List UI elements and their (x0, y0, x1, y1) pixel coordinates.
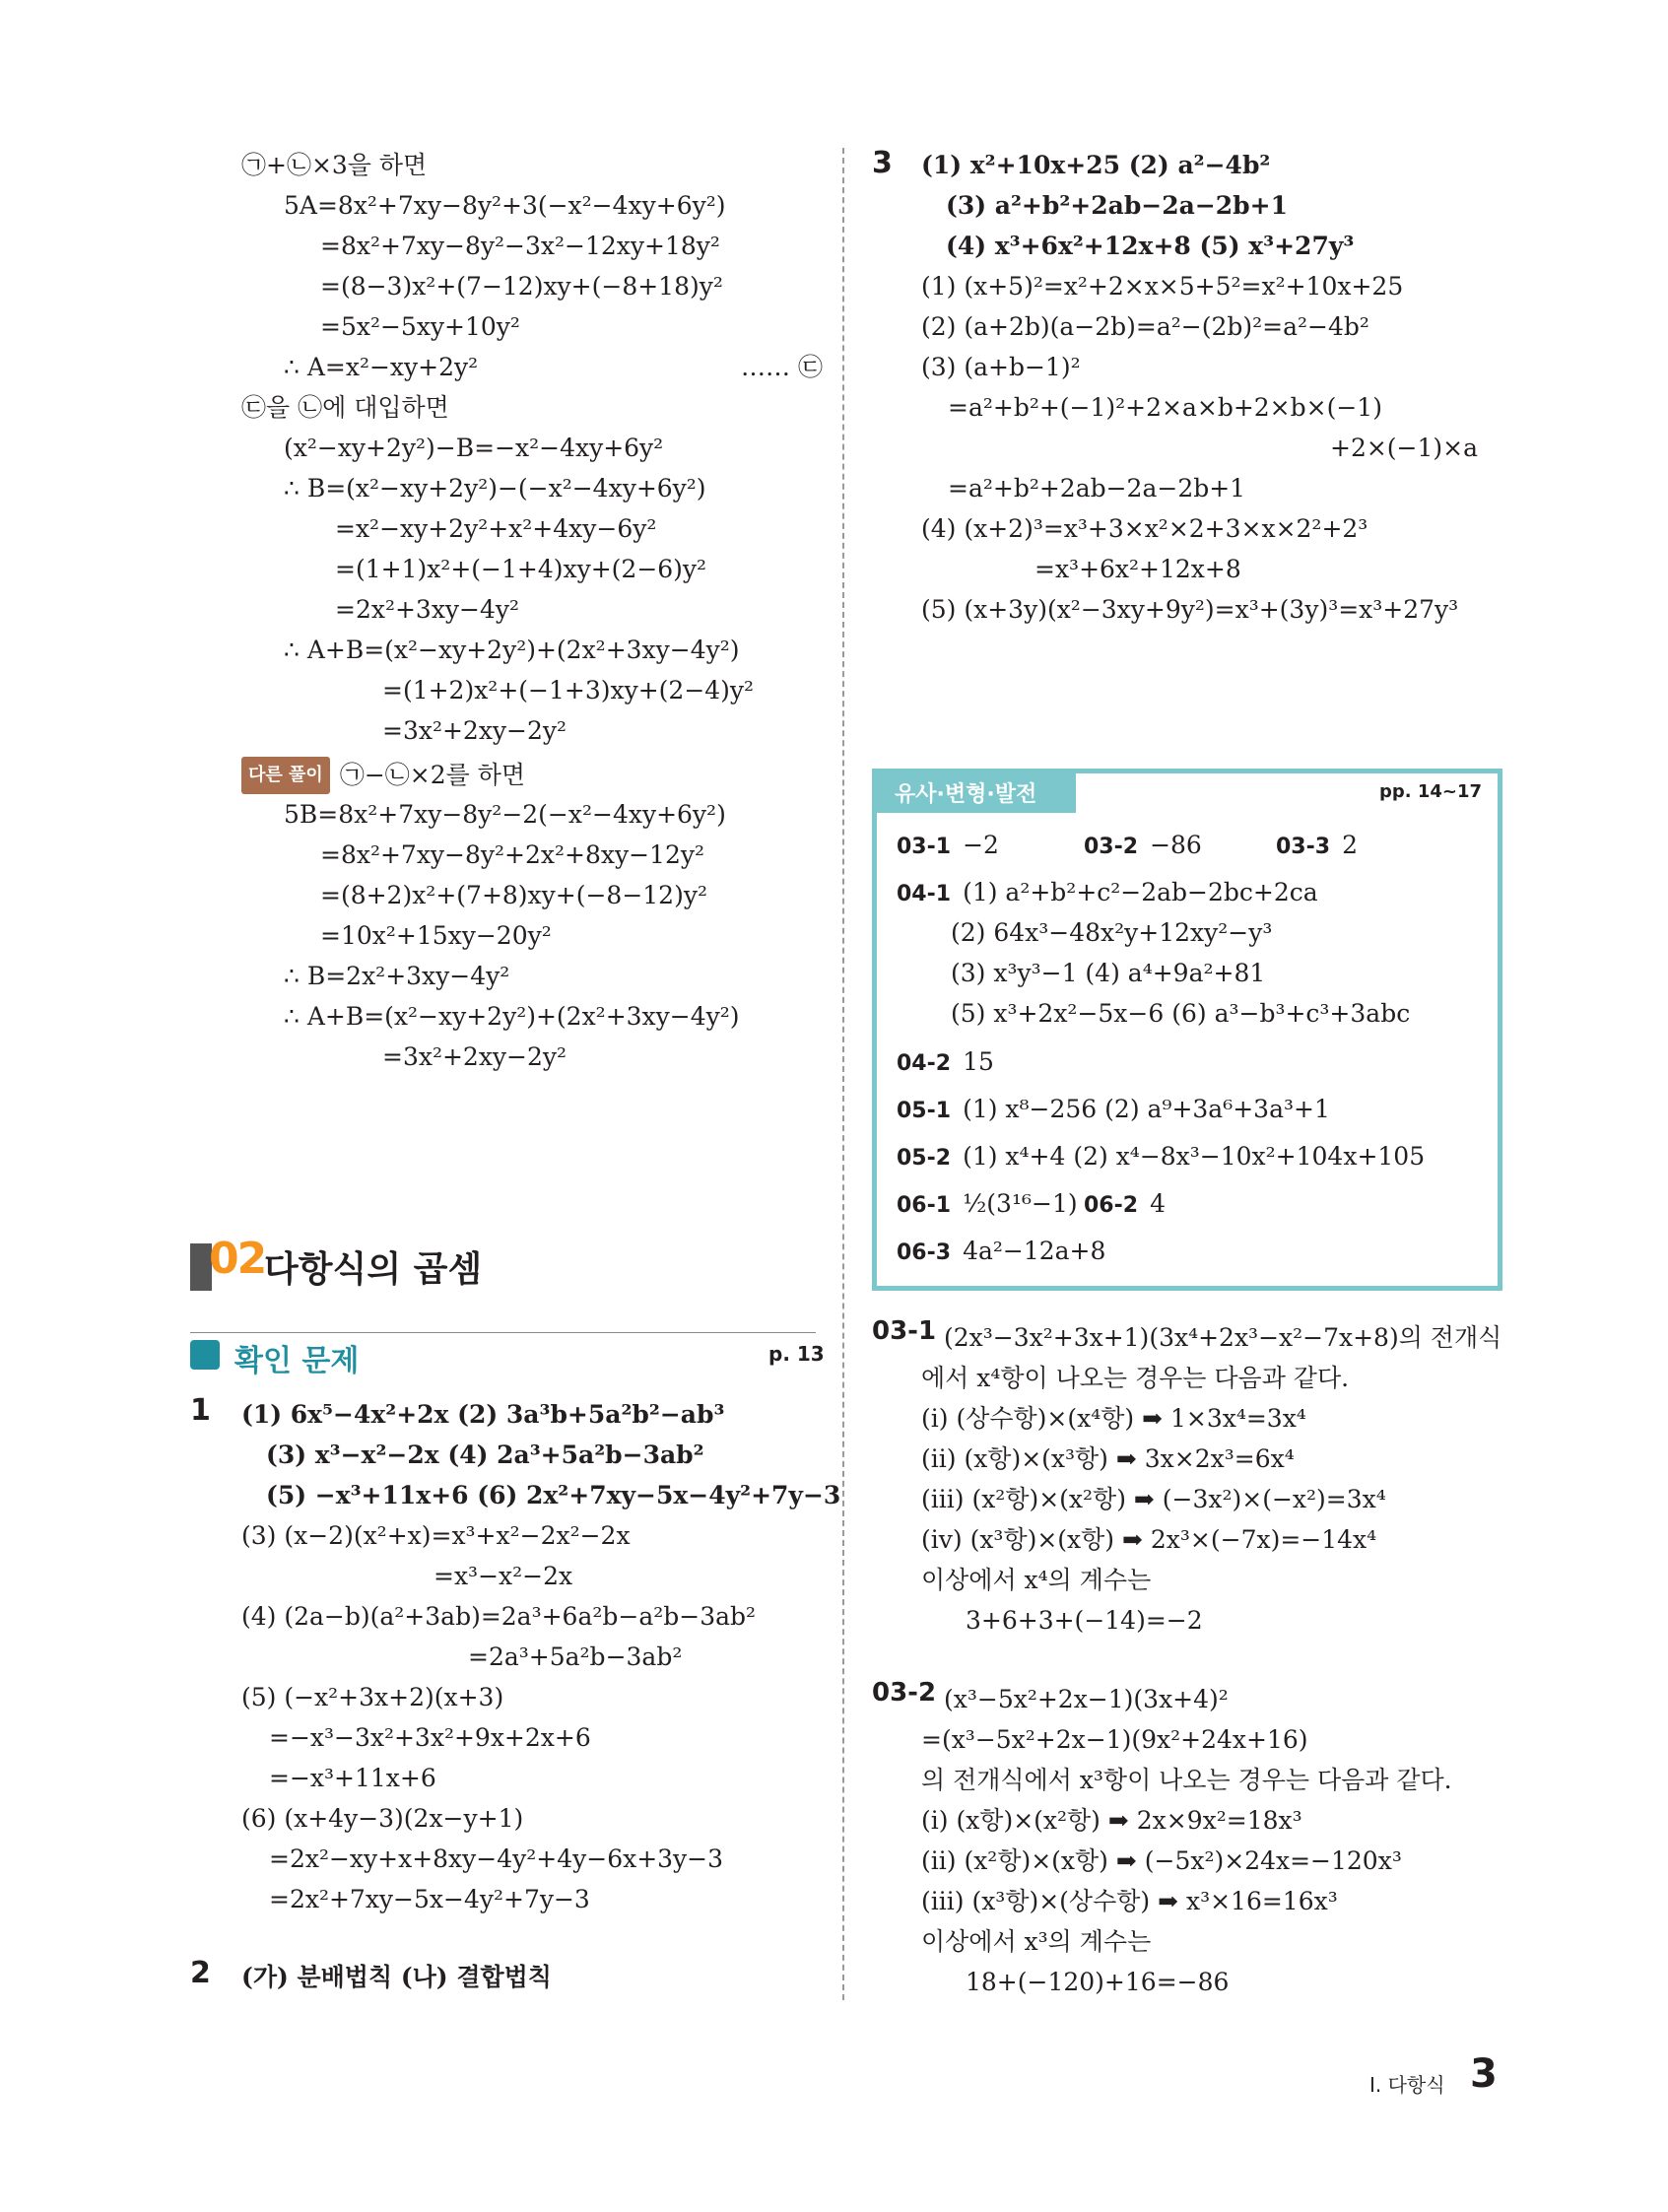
answer-line: (5) −x³+11x+6 (6) 2x²+7xy−5x−4y²+7y−3 (266, 1481, 841, 1509)
step-line: (ⅱ) (x항)×(x³항) ➡ 3x×2x³=6x⁴ (921, 1444, 1295, 1473)
other-solution-heading: 다른 풀이 ㉠−㉡×2를 하면 (241, 757, 525, 794)
step-line: 3+6+3+(−14)=−2 (966, 1606, 1203, 1635)
answer-line: (3) x³−x²−2x (4) 2a³+5a²b−3ab² (266, 1441, 704, 1469)
step-line: ∴ A=x²−xy+2y² (284, 353, 479, 381)
check-heading: 확인 문제 (234, 1344, 360, 1378)
step-line: 이상에서 x⁴의 계수는 (921, 1566, 1152, 1594)
step-line: =2x²+3xy−4y² (335, 595, 520, 624)
step-line: (2x³−3x²+3x+1)(3x⁴+2x³−x²−7x+8)의 전개식 (944, 1323, 1502, 1352)
box-row: 05-1 (1) x⁸−256 (2) a⁹+3a⁶+3a³+1 (897, 1095, 1330, 1123)
box-row: 03-2 −86 (1084, 831, 1202, 859)
step-line: =−x³+11x+6 (269, 1764, 436, 1792)
step-line: =x³−x²−2x (434, 1562, 573, 1590)
problem-number: 2 (190, 1956, 211, 1990)
step-line: =(1+2)x²+(−1+3)xy+(2−4)y² (382, 676, 755, 704)
step-line: (4) (2a−b)(a²+3ab)=2a³+6a²b−a²b−3ab² (241, 1602, 757, 1631)
step-line: (5) (x+3y)(x²−3xy+9y²)=x³+(3y)³=x³+27y³ (921, 595, 1459, 624)
step-line: =10x²+15xy−20y² (320, 921, 552, 950)
box-row: (5) x³+2x²−5x−6 (6) a³−b³+c³+3abc (951, 999, 1411, 1028)
step-line: (ⅳ) (x³항)×(x항) ➡ 2x³×(−7x)=−14x⁴ (921, 1525, 1377, 1554)
problem-id: 03-1 (872, 1316, 937, 1346)
step-line: (5) (−x²+3x+2)(x+3) (241, 1683, 504, 1711)
box-row: 03-1 −2 (897, 831, 999, 859)
answer-line: (1) x²+10x+25 (2) a²−4b² (921, 151, 1271, 179)
step-line: ㉠+㉡×3을 하면 (241, 151, 428, 179)
step-line: =(1+1)x²+(−1+4)xy+(2−6)y² (335, 555, 707, 583)
step-line: =8x²+7xy−8y²+2x²+8xy−12y² (320, 840, 705, 869)
problem-number: 3 (872, 146, 893, 180)
step-line: 이상에서 x³의 계수는 (921, 1927, 1152, 1956)
equation-label: …… ㉢ (741, 353, 823, 381)
step-line: (1) (x+5)²=x²+2×x×5+5²=x²+10x+25 (921, 272, 1404, 301)
step-line: (2) (a+2b)(a−2b)=a²−(2b)²=a²−4b² (921, 312, 1369, 341)
box-row: 06-1 ½(3¹⁶−1) (897, 1189, 1078, 1218)
step-line: =a²+b²+(−1)²+2×a×b+2×b×(−1) (948, 393, 1382, 422)
problem-id: 03-2 (872, 1678, 937, 1708)
step-line: (x³−5x²+2x−1)(3x+4)² (944, 1685, 1229, 1713)
step-line: =2a³+5a²b−3ab² (468, 1642, 683, 1671)
page-number: 3 (1470, 2051, 1498, 2097)
step-line: =a²+b²+2ab−2a−2b+1 (948, 474, 1246, 503)
step-line: 에서 x⁴항이 나오는 경우는 다음과 같다. (921, 1364, 1350, 1392)
box-row: 06-3 4a²−12a+8 (897, 1237, 1106, 1265)
column-divider (842, 148, 844, 2000)
step-line: +2×(−1)×a (1330, 434, 1479, 462)
answer-line: (3) a²+b²+2ab−2a−2b+1 (946, 191, 1289, 220)
divider (190, 1332, 816, 1333)
box-row: 06-2 4 (1084, 1189, 1166, 1218)
step-line: =3x²+2xy−2y² (382, 716, 567, 745)
box-row: 03-3 2 (1276, 831, 1358, 859)
answer-box-title: 유사·변형·발전 (895, 782, 1037, 807)
step-line: (3) (a+b−1)² (921, 353, 1081, 381)
step-line: (ⅰ) (x항)×(x²항) ➡ 2x×9x²=18x³ (921, 1806, 1302, 1835)
box-row: 04-2 15 (897, 1047, 994, 1076)
step-line: =−x³−3x²+3x²+9x+2x+6 (269, 1723, 591, 1752)
step-line: (3) (x−2)(x²+x)=x³+x²−2x²−2x (241, 1521, 631, 1550)
step-line: (ⅰ) (상수항)×(x⁴항) ➡ 1×3x⁴=3x⁴ (921, 1404, 1306, 1433)
step-line: 의 전개식에서 x³항이 나오는 경우는 다음과 같다. (921, 1766, 1452, 1794)
step-line: =(8−3)x²+(7−12)xy+(−8+18)y² (320, 272, 723, 301)
step-line: ∴ A+B=(x²−xy+2y²)+(2x²+3xy−4y²) (284, 1002, 740, 1031)
step-line: =8x²+7xy−8y²−3x²−12xy+18y² (320, 232, 720, 260)
box-row: 04-1 (1) a²+b²+c²−2ab−2bc+2ca (897, 878, 1318, 906)
step-line: 5B=8x²+7xy−8y²−2(−x²−4xy+6y²) (284, 800, 726, 829)
answer-line: (1) 6x⁵−4x²+2x (2) 3a³b+5a²b²−ab³ (241, 1400, 725, 1429)
answer-line: (가) 분배법칙 (나) 결합법칙 (241, 1963, 552, 1991)
section-number: 02 (209, 1234, 266, 1284)
step-line: ∴ A+B=(x²−xy+2y²)+(2x²+3xy−4y²) (284, 636, 740, 664)
answer-box-pages: pp. 14~17 (1379, 781, 1483, 802)
step-line: =3x²+2xy−2y² (382, 1042, 567, 1071)
other-solution-badge: 다른 풀이 (241, 757, 330, 794)
step-line: ㉢을 ㉡에 대입하면 (241, 393, 449, 422)
section-title: 다항식의 곱셈 (264, 1249, 483, 1290)
step-line: =5x²−5xy+10y² (320, 312, 520, 341)
step-line: (ⅱ) (x²항)×(x항) ➡ (−5x²)×24x=−120x³ (921, 1846, 1402, 1875)
check-icon (190, 1340, 220, 1370)
step-line: (ⅲ) (x³항)×(상수항) ➡ x³×16=16x³ (921, 1887, 1338, 1915)
step-line: =x²−xy+2y²+x²+4xy−6y² (335, 514, 657, 543)
step-line: ∴ B=2x²+3xy−4y² (284, 962, 510, 990)
answer-line: (4) x³+6x²+12x+8 (5) x³+27y³ (946, 232, 1355, 260)
step-line: =2x²+7xy−5x−4y²+7y−3 (269, 1885, 590, 1913)
step-line: ∴ B=(x²−xy+2y²)−(−x²−4xy+6y²) (284, 474, 706, 503)
step-line: 5A=8x²+7xy−8y²+3(−x²−4xy+6y²) (284, 191, 726, 220)
step-line: (x²−xy+2y²)−B=−x²−4xy+6y² (284, 434, 664, 462)
problem-number: 1 (190, 1393, 211, 1428)
step-line: =x³+6x²+12x+8 (1034, 555, 1241, 583)
step-line: =(8+2)x²+(7+8)xy+(−8−12)y² (320, 881, 707, 909)
page-reference: p. 13 (768, 1342, 825, 1366)
step-line: 18+(−120)+16=−86 (966, 1968, 1230, 1996)
step-line: (4) (x+2)³=x³+3×x²×2+3×x×2²+2³ (921, 514, 1368, 543)
step-line: =2x²−xy+x+8xy−4y²+4y−6x+3y−3 (269, 1844, 724, 1873)
box-row: 05-2 (1) x⁴+4 (2) x⁴−8x³−10x²+104x+105 (897, 1142, 1426, 1171)
chapter-label: Ⅰ. 다항식 (1369, 2073, 1445, 2097)
box-row: (3) x³y³−1 (4) a⁴+9a²+81 (951, 959, 1266, 987)
step-line: =(x³−5x²+2x−1)(9x²+24x+16) (921, 1725, 1308, 1754)
box-row: (2) 64x³−48x²y+12xy²−y³ (951, 918, 1273, 947)
step-line: (ⅲ) (x²항)×(x²항) ➡ (−3x²)×(−x²)=3x⁴ (921, 1485, 1386, 1513)
step-line: (6) (x+4y−3)(2x−y+1) (241, 1804, 524, 1833)
